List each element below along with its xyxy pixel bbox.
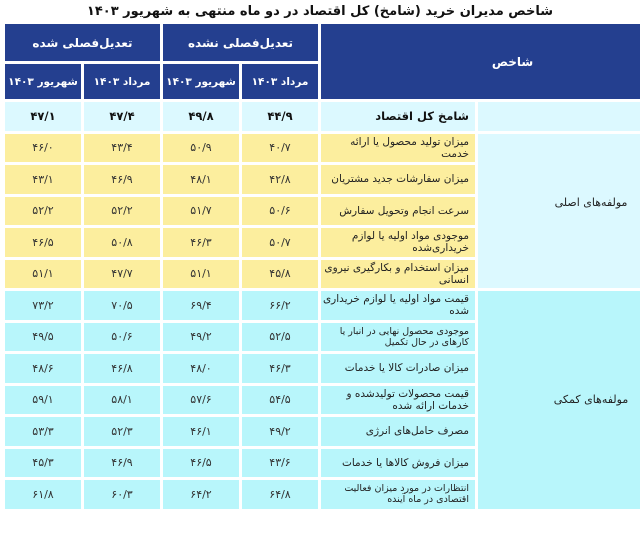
row-label: موجودی محصول نهایی در انبار یا کارهای در حال تکمیل bbox=[321, 323, 475, 352]
cell: ۴۶/۹ bbox=[84, 449, 160, 478]
cell: ۵۰/۹ bbox=[163, 134, 239, 163]
row-label: میزان فروش کالاها یا خدمات bbox=[321, 449, 475, 478]
cell: ۵۴/۵ bbox=[242, 386, 318, 415]
cell: ۴۹/۲ bbox=[163, 323, 239, 352]
row-label: انتظارات در مورد میزان فعالیت اقتصادی در ماه آینده bbox=[321, 480, 475, 509]
row-label: موجودی مواد اولیه یا لوازم خریداری‌شده bbox=[321, 228, 475, 257]
cell: ۶۰/۳ bbox=[84, 480, 160, 509]
row-label: میزان استخدام و بکارگیری نیروی انسانی bbox=[321, 260, 475, 289]
cell: ۷۳/۲ bbox=[5, 291, 81, 320]
cell: ۴۹/۲ bbox=[242, 417, 318, 446]
total-adjusted-shahrivar: ۴۷/۱ bbox=[5, 102, 81, 131]
row-label: قیمت محصولات تولیدشده و خدمات ارائه شده bbox=[321, 386, 475, 415]
cell: ۵۱/۱ bbox=[163, 260, 239, 289]
cell: ۶۶/۲ bbox=[242, 291, 318, 320]
cell: ۴۶/۸ bbox=[84, 354, 160, 383]
header-unadjusted-shahrivar: شهریور ۱۴۰۳ bbox=[163, 64, 239, 99]
cell: ۴۹/۵ bbox=[5, 323, 81, 352]
row-label: میزان سفارشات جدید مشتریان bbox=[321, 165, 475, 194]
cell: ۵۲/۲ bbox=[84, 197, 160, 226]
cell: ۵۹/۱ bbox=[5, 386, 81, 415]
cell: ۷۰/۵ bbox=[84, 291, 160, 320]
total-group-spacer bbox=[478, 102, 640, 131]
cell: ۴۶/۳ bbox=[163, 228, 239, 257]
cell: ۵۸/۱ bbox=[84, 386, 160, 415]
cell: ۵۰/۸ bbox=[84, 228, 160, 257]
group-label-aux-text: مولفه‌های کمکی bbox=[553, 393, 629, 406]
cell: ۴۶/۰ bbox=[5, 134, 81, 163]
total-unadjusted-mordad: ۴۴/۹ bbox=[242, 102, 318, 131]
cell: ۶۹/۴ bbox=[163, 291, 239, 320]
row-label: میزان تولید محصول یا ارائه خدمت bbox=[321, 134, 475, 163]
cell: ۵۰/۶ bbox=[242, 197, 318, 226]
cell: ۴۶/۵ bbox=[163, 449, 239, 478]
cell: ۴۵/۳ bbox=[5, 449, 81, 478]
cell: ۴۵/۸ bbox=[242, 260, 318, 289]
cell: ۴۷/۷ bbox=[84, 260, 160, 289]
cell: ۴۳/۱ bbox=[5, 165, 81, 194]
group-label-main-text: مولفه‌های اصلی bbox=[554, 195, 628, 209]
cell: ۵۳/۳ bbox=[5, 417, 81, 446]
row-label: سرعت انجام وتحویل سفارش bbox=[321, 197, 475, 226]
cell: ۴۲/۸ bbox=[242, 165, 318, 194]
total-label: شامخ کل اقتصاد bbox=[321, 102, 475, 131]
cell: ۵۲/۵ bbox=[242, 323, 318, 352]
cell: ۴۸/۶ bbox=[5, 354, 81, 383]
group-label-aux bbox=[478, 291, 640, 509]
cell: ۴۳/۴ bbox=[84, 134, 160, 163]
table-title: شاخص مدیران خرید (شامخ) کل اقتصاد در دو ماه منتهی به شهریور ۱۴۰۳ bbox=[86, 4, 554, 19]
header-group-seasonally-adjusted: تعدیل‌فصلی شده bbox=[5, 24, 160, 61]
cell: ۴۸/۰ bbox=[163, 354, 239, 383]
cell: ۵۰/۶ bbox=[84, 323, 160, 352]
cell: ۵۷/۶ bbox=[163, 386, 239, 415]
row-label: میزان صادرات کالا یا خدمات bbox=[321, 354, 475, 383]
header-indicator: شاخص bbox=[321, 24, 640, 99]
cell: ۵۲/۲ bbox=[5, 197, 81, 226]
cell: ۴۶/۳ bbox=[242, 354, 318, 383]
cell: ۴۶/۹ bbox=[84, 165, 160, 194]
row-label: مصرف حامل‌های انرژی bbox=[321, 417, 475, 446]
cell: ۵۲/۳ bbox=[84, 417, 160, 446]
cell: ۴۰/۷ bbox=[242, 134, 318, 163]
row-label: قیمت مواد اولیه یا لوازم خریداری شده bbox=[321, 291, 475, 320]
header-adjusted-mordad: مرداد ۱۴۰۳ bbox=[84, 64, 160, 99]
cell: ۶۴/۸ bbox=[242, 480, 318, 509]
cell: ۴۸/۱ bbox=[163, 165, 239, 194]
pmi-table bbox=[5, 24, 635, 540]
cell: ۶۱/۸ bbox=[5, 480, 81, 509]
cell: ۴۶/۱ bbox=[163, 417, 239, 446]
cell: ۴۳/۶ bbox=[242, 449, 318, 478]
cell: ۵۱/۷ bbox=[163, 197, 239, 226]
cell: ۵۱/۱ bbox=[5, 260, 81, 289]
header-unadjusted-mordad: مرداد ۱۴۰۳ bbox=[242, 64, 318, 99]
total-unadjusted-shahrivar: ۴۹/۸ bbox=[163, 102, 239, 131]
header-adjusted-shahrivar: شهریور ۱۴۰۳ bbox=[5, 64, 81, 99]
cell: ۵۰/۷ bbox=[242, 228, 318, 257]
total-adjusted-mordad: ۴۷/۴ bbox=[84, 102, 160, 131]
cell: ۶۴/۲ bbox=[163, 480, 239, 509]
group-label-main bbox=[478, 134, 640, 289]
header-group-not-adjusted: تعدیل‌فصلی نشده bbox=[163, 24, 318, 61]
cell: ۴۶/۵ bbox=[5, 228, 81, 257]
